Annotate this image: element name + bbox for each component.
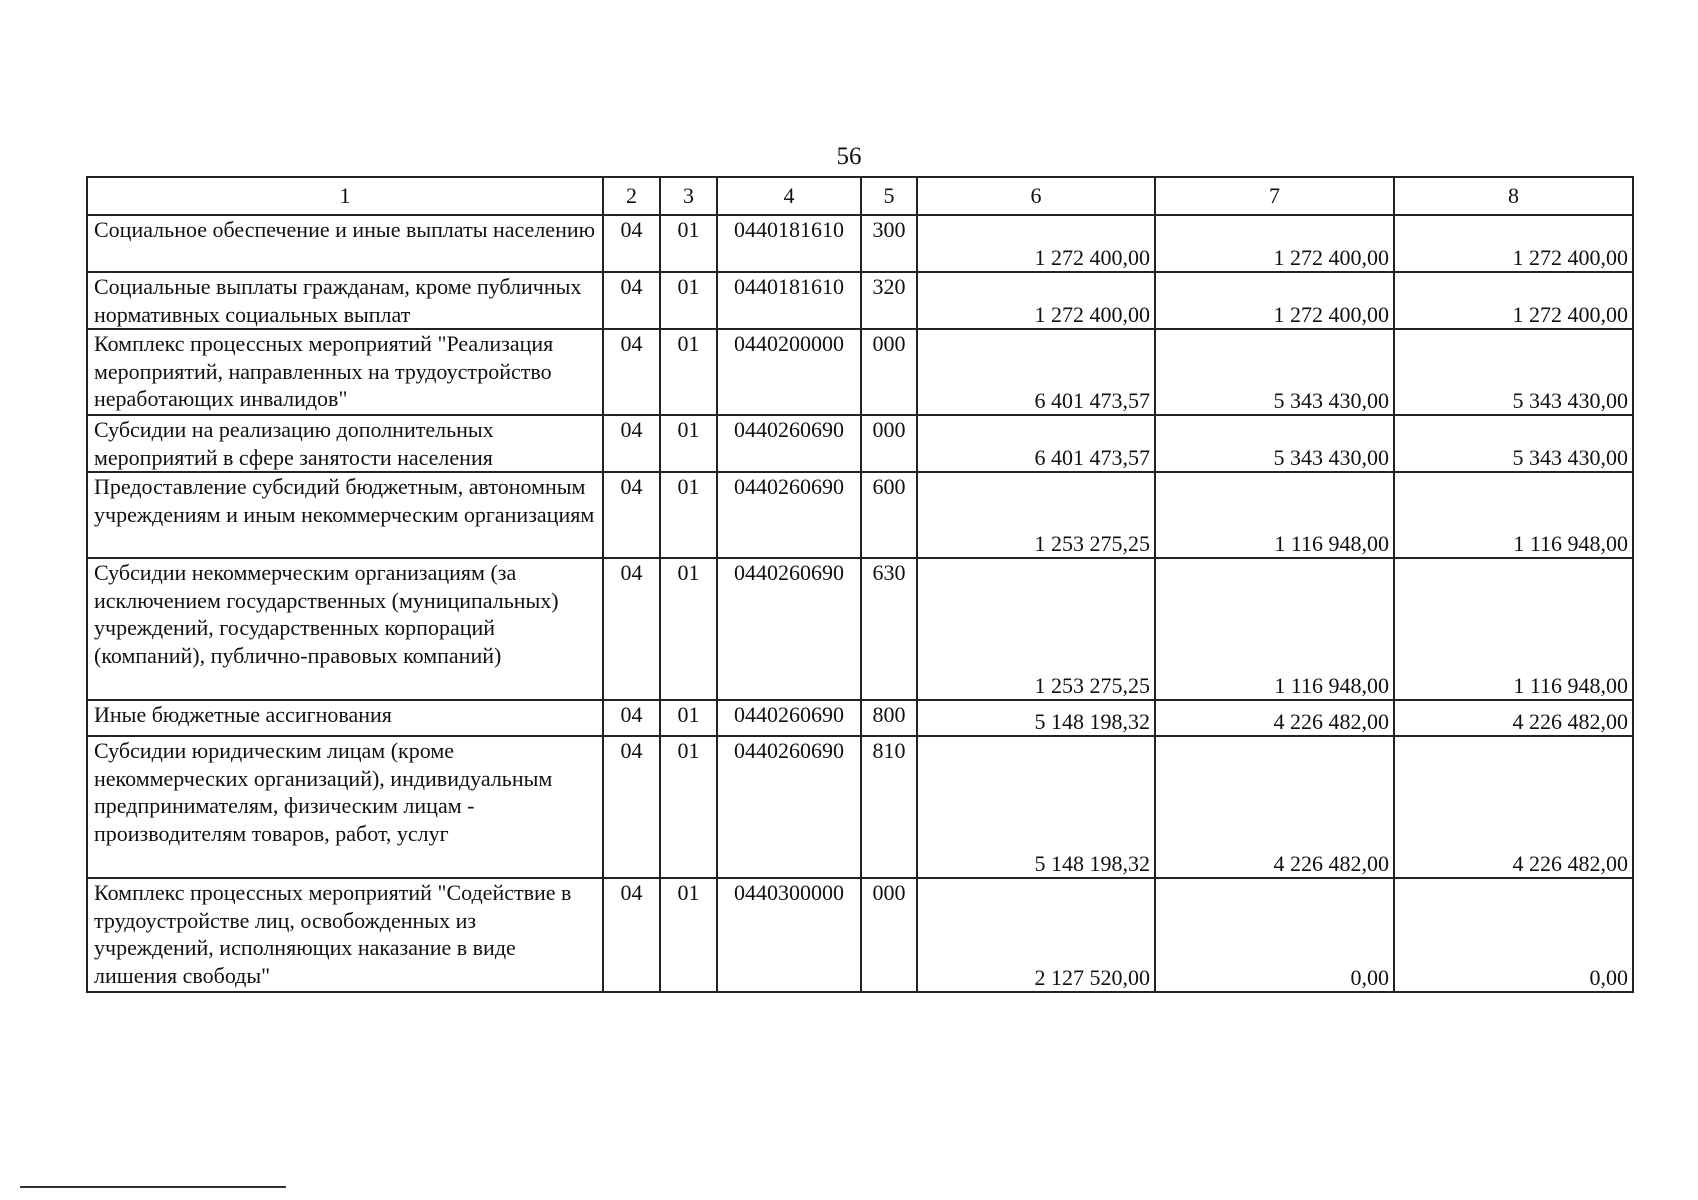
amount-col7: 1 116 948,00: [1155, 558, 1394, 700]
subsection-code: 01: [660, 700, 717, 736]
amount-col7: 1 116 948,00: [1155, 472, 1394, 558]
amount-col8: 1 272 400,00: [1394, 215, 1633, 272]
row-name: Иные бюджетные ассигнования: [87, 700, 603, 736]
expense-type-code: 000: [861, 329, 917, 415]
amount-col6: 1 253 275,25: [917, 558, 1155, 700]
amount-col6: 5 148 198,32: [917, 736, 1155, 878]
target-article-code: 0440181610: [717, 272, 861, 329]
row-name: Субсидии юридическим лицам (кроме некоммерческих организаций), индивидуальным предпринимателям, физическим лицам - производителям товаров, работ, услуг: [87, 736, 603, 878]
table-row: [87, 415, 1633, 472]
row-name: Субсидии некоммерческим организациям (за исключением государственных (муниципальных) учреждений, государственных корпораций (компаний), публично-правовых компаний): [87, 558, 603, 700]
subsection-code: 01: [660, 878, 717, 992]
header-cell: 7: [1155, 177, 1394, 215]
expense-type-code: 320: [861, 272, 917, 329]
header-cell: 3: [660, 177, 717, 215]
amount-col8: 1 272 400,00: [1394, 272, 1633, 329]
amount-col6: 1 272 400,00: [917, 215, 1155, 272]
header-cell: 6: [917, 177, 1155, 215]
footnote-divider: [20, 1186, 286, 1188]
section-code: 04: [603, 700, 660, 736]
target-article-code: 0440260690: [717, 736, 861, 878]
expense-type-code: 630: [861, 558, 917, 700]
section-code: 04: [603, 329, 660, 415]
row-name: Социальные выплаты гражданам, кроме публичных нормативных социальных выплат: [87, 272, 603, 329]
expense-type-code: 600: [861, 472, 917, 558]
amount-col8: 4 226 482,00: [1394, 700, 1633, 736]
amount-col8: 4 226 482,00: [1394, 736, 1633, 878]
amount-col7: 0,00: [1155, 878, 1394, 992]
amount-col6: 6 401 473,57: [917, 329, 1155, 415]
row-name: Субсидии на реализацию дополнительных мероприятий в сфере занятости населения: [87, 415, 603, 472]
header-cell: 5: [861, 177, 917, 215]
section-code: 04: [603, 415, 660, 472]
row-name: Комплекс процессных мероприятий "Реализация мероприятий, направленных на трудоустройство неработающих инвалидов": [87, 329, 603, 415]
row-name: Предоставление субсидий бюджетным, автономным учреждениям и иным некоммерческим организациям: [87, 472, 603, 558]
subsection-code: 01: [660, 472, 717, 558]
section-code: 04: [603, 736, 660, 878]
table-row: [87, 700, 1633, 736]
amount-col8: 1 116 948,00: [1394, 472, 1633, 558]
table-row: [87, 329, 1633, 415]
target-article-code: 0440300000: [717, 878, 861, 992]
expense-type-code: 810: [861, 736, 917, 878]
target-article-code: 0440181610: [717, 215, 861, 272]
table-row: [87, 736, 1633, 878]
target-article-code: 0440260690: [717, 415, 861, 472]
amount-col6: 6 401 473,57: [917, 415, 1155, 472]
target-article-code: 0440260690: [717, 558, 861, 700]
target-article-code: 0440260690: [717, 700, 861, 736]
amount-col6: 1 253 275,25: [917, 472, 1155, 558]
target-article-code: 0440200000: [717, 329, 861, 415]
section-code: 04: [603, 878, 660, 992]
subsection-code: 01: [660, 329, 717, 415]
subsection-code: 01: [660, 272, 717, 329]
amount-col7: 4 226 482,00: [1155, 736, 1394, 878]
header-cell: 4: [717, 177, 861, 215]
amount-col8: 1 116 948,00: [1394, 558, 1633, 700]
section-code: 04: [603, 472, 660, 558]
amount-col7: 5 343 430,00: [1155, 329, 1394, 415]
amount-col7: 5 343 430,00: [1155, 415, 1394, 472]
amount-col6: 2 127 520,00: [917, 878, 1155, 992]
expense-type-code: 800: [861, 700, 917, 736]
amount-col6: 1 272 400,00: [917, 272, 1155, 329]
expense-type-code: 300: [861, 215, 917, 272]
page-number: 56: [836, 143, 862, 170]
amount-col7: 1 272 400,00: [1155, 272, 1394, 329]
budget-table: [86, 176, 1634, 993]
subsection-code: 01: [660, 215, 717, 272]
row-name: Комплекс процессных мероприятий "Содействие в трудоустройстве лиц, освобожденных из учреждений, исполняющих наказание в виде лишения свободы": [87, 878, 603, 992]
section-code: 04: [603, 558, 660, 700]
amount-col8: 5 343 430,00: [1394, 329, 1633, 415]
amount-col6: 5 148 198,32: [917, 700, 1155, 736]
header-cell: 2: [603, 177, 660, 215]
table-row: [87, 215, 1633, 272]
expense-type-code: 000: [861, 415, 917, 472]
header-cell: 8: [1394, 177, 1633, 215]
amount-col8: 5 343 430,00: [1394, 415, 1633, 472]
table-row: [87, 472, 1633, 558]
subsection-code: 01: [660, 558, 717, 700]
section-code: 04: [603, 215, 660, 272]
amount-col8: 0,00: [1394, 878, 1633, 992]
table-row: [87, 878, 1633, 992]
header-cell: 1: [87, 177, 603, 215]
expense-type-code: 000: [861, 878, 917, 992]
section-code: 04: [603, 272, 660, 329]
subsection-code: 01: [660, 736, 717, 878]
amount-col7: 1 272 400,00: [1155, 215, 1394, 272]
row-name: Социальное обеспечение и иные выплаты населению: [87, 215, 603, 272]
amount-col7: 4 226 482,00: [1155, 700, 1394, 736]
target-article-code: 0440260690: [717, 472, 861, 558]
table-row: [87, 272, 1633, 329]
subsection-code: 01: [660, 415, 717, 472]
table-header-row: [87, 177, 1633, 215]
table-row: [87, 558, 1633, 700]
